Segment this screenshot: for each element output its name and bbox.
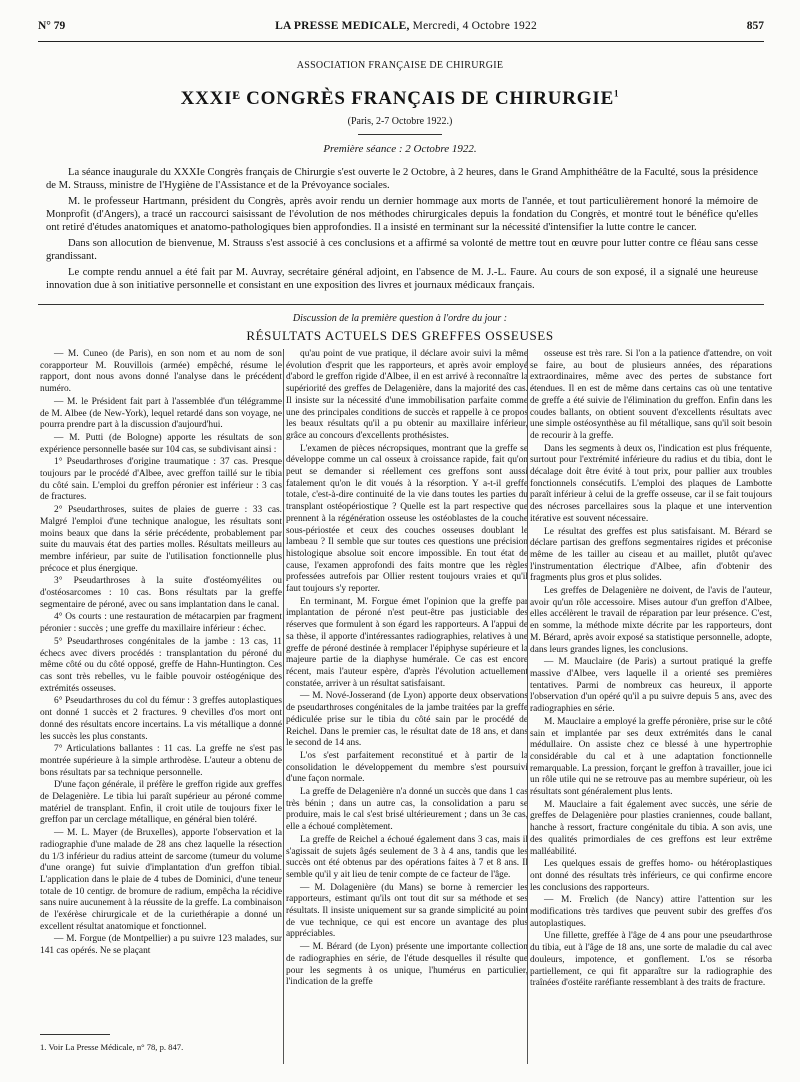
congress-title-text: XXXIᴱ CONGRÈS FRANÇAIS DE CHIRURGIE xyxy=(180,88,615,109)
title-rule xyxy=(358,134,442,135)
column-divider xyxy=(527,349,528,1064)
column-paragraph: M. Mauclaire a fait également avec succès, une série de greffes de Delagenière pour plasties craniennes, coude ballant, hanche à ressort, fracture congénitale du tibia. A son avis, une des qualités primordiales de ces greffons est leur extrême malléabilité. xyxy=(530,799,772,857)
association-name: ASSOCIATION FRANÇAISE DE CHIRURGIE xyxy=(296,60,504,71)
congress-footnote-mark: 1 xyxy=(614,88,620,99)
column-paragraph: D'une façon générale, il préfère le greffon rigide aux greffes de Delagenière. Le tibia lui paraît supérieur au péroné comme matériel de transplant. Enfin, il croit utile de toujours fixer le greffon par un cerclage métallique, en général bien toléré. xyxy=(40,780,282,826)
column-paragraph: — M. Forgue (de Montpellier) a pu suivre 123 malades, sur 141 cas opérés. Ne se plaçant xyxy=(40,934,282,957)
seance-title: Première séance : 2 Octobre 1922. xyxy=(323,143,477,155)
column-paragraph: — M. Frœlich (de Nancy) attire l'attention sur les modifications très tardives que peuvent subir des greffes d'os autoplastiques. xyxy=(530,895,772,929)
column-paragraph: La greffe de Delagenière n'a donné un succès que dans 1 cas très bénin ; dans un autre cas, la consolidation a paru se produire, mais le cal s'est brisé ultérieurement ; dans un 3e cas, elle a échoué complètement. xyxy=(286,787,528,833)
column-3 xyxy=(530,349,772,1074)
column-paragraph: — M. le Président fait part à l'assemblée d'un télégramme de M. Albee (de New-York), lequel retardé dans son voyage, ne pourra prendre part à la discussion d'aujourd'hui. xyxy=(40,396,282,431)
column-paragraph: En terminant, M. Forgue émet l'opinion que la greffe par implantation de péroné n'est peut-être pas justiciable des réserves que formulent à son égard les rapporteurs. A l'appui de sa thèse, il apporte d'intéressantes radiographies, relatives à une greffe de péroné destinée à remplacer l'épiphyse supérieure et la majeure partie de la diaphyse humérale. Ce cas est encore récent, mais l'auteur espère, d'après l'évolution actuellement constatée, arriver à un résultat satisfaisant. xyxy=(286,596,528,689)
column-paragraph: 4° Os courts : une restauration de métacarpien par fragment péronier : succès ; une greffe du maxillaire inférieur : échec. xyxy=(40,612,282,635)
column-paragraph: — M. Mauclaire (de Paris) a surtout pratiqué la greffe massive d'Albee, vers laquelle il a orienté ses premières tentatives. Parmi de nombreux cas heureux, il apporte l'observation d'un opéré qu'il a pu suivre depuis 5 ans, avec des radiographies en série. xyxy=(530,657,772,715)
column-divider xyxy=(283,349,284,1064)
journal-title xyxy=(275,20,537,32)
discussion-heading: Discussion de la première question à l'ordre du jour : xyxy=(292,313,508,324)
column-paragraph: Les greffes de Delagenière ne doivent, de l'avis de l'auteur, avoir qu'un rôle accessoire. Mises autour d'un greffon d'Albee, elles accélèrent le travail de réparation par leur présence. C'est, en somme, la méthode mixte décrite par les rapporteurs, dont M. Bérard, après avoir exposé sa statistique personnelle, adopte, dans leurs grandes lignes, les conclusions. xyxy=(530,586,772,655)
column-paragraph: Une fillette, greffée à l'âge de 4 ans pour une pseudarthrose du tibia, eut à l'âge de 18 ans, une sorte de maladie du cal avec douleurs, impotence, et gonflement. L'os se résorba partiellement, ce qui fit apparaître sur la radiographie des traînées d'ostéite raréfiante ressemblant à des traits de fracture. xyxy=(530,931,772,989)
intro-paragraph: M. le professeur Hartmann, président du Congrès, après avoir rendu un dernier hommage aux morts de l'année, et tout particulièrement honoré la mémoire de Monprofit (d'Angers), a tracé un raccourci saisissant de l'évolution de nos méthodes chirurgicales depuis la fondation du Congrès, et montré tout le bénéfice qu'elles ont retiré d'études anatomiques et anatomo-pathologiques bien approfondies. Il a insisté en terminant sur la nécessité d'intensifier la lutte contre le cancer. xyxy=(46,196,758,233)
column-paragraph: 6° Pseudarthroses du col du fémur : 3 greffes autoplastiques ont donné 1 succès et 2 fractures. 9 chevilles d'os mort ont donné des résultats encore incertains. La vis métallique a donné les succès les plus constants. xyxy=(40,696,282,742)
column-paragraph: La greffe de Reichel a échoué également dans 3 cas, mais il s'agissait de sujets âgés seulement de 3 à 4 ans, tandis que les succès ont été obtenus par des opérations faites à 7 et 8 ans. Il semble qu'il y ait lieu de tenir compte de ce facteur de l'âge. xyxy=(286,834,528,880)
column-paragraph: — M. Nové-Josserand (de Lyon) apporte deux observations de pseudarthroses congénitales de la jambe traitées par la greffe pédiculée prise sur le tibia du côté sain par le procédé de Reichel. Dans le premier cas, le résultat date de 18 ans, et dans le second de 14 ans. xyxy=(286,691,528,749)
column-paragraph: — M. L. Mayer (de Bruxelles), apporte l'observation et la radiographie d'une malade de 28 ans chez laquelle la résection du 1/3 inférieur du radius atteint de sarcome (tumeur du volume d'une orange) fut suivie d'implantation d'un greffon tibial. L'application dans le plaie de 4 tubes de Dominici, d'une teneur totale de 10 centigr. de bromure de radium, empêcha la récidive sans nuire aucunement à la réussite de la greffe. La combinaison de l'exérèse chirurgicale et de la curiethérapie a donné un excellent résultat anatomique et fonctionnel. xyxy=(40,828,282,932)
journal-name: LA PRESSE MEDICALE, xyxy=(275,20,410,32)
section-title: RÉSULTATS ACTUELS DES GREFFES OSSEUSES xyxy=(246,328,554,343)
issue-date: Mercredi, 4 Octobre 1922 xyxy=(412,20,537,32)
column-paragraph: Le résultat des greffes est plus satisfaisant. M. Bérard se déclare partisan des greffons segmentaires rigides et préconise même de les tailler au ciseau et au maillet, plutôt qu'avec l'instrumentation électrique d'Albee, afin d'obtenir des fragments plus gros et plus solides. xyxy=(530,526,772,584)
section-rule xyxy=(38,304,764,305)
column-2 xyxy=(286,349,528,1074)
intro-paragraph: La séance inaugurale du XXXIe Congrès français de Chirurgie s'est ouverte le 2 Octobre, à 2 heures, dans le Grand Amphithéâtre de la Faculté, sous la présidence de M. Strauss, ministre de l'Hygiène de l'Assistance et de la Prévoyance sociales. xyxy=(46,167,758,191)
column-paragraph: 1° Pseudarthroses d'origine traumatique : 37 cas. Presque toujours par le procédé d'Albee, avec greffon taillé sur le tibia du côté sain. L'emploi du greffon péronier est inférieur : 3 cas de fractures. xyxy=(40,457,282,503)
running-header xyxy=(38,20,764,38)
column-paragraph: osseuse est très rare. Si l'on a la patience d'attendre, on voit se faire, au bout de plusieurs années, des réparations extraordinaires, même avec des pertes de substance fort étendues. Il en est de même dans certains cas où une tentative de greffe a été suivie de l'élimination du greffon. Enfin dans les coudes ballants, on obtient souvent d'excellents résultats avec une simple ostéosynthèse au fil métallique, sans qu'il soit besoin de recourir à la greffe. xyxy=(530,349,772,441)
column-paragraph: — M. Putti (de Bologne) apporte les résultats de son expérience personnelle basée sur 104 cas, se subdivisant ainsi : xyxy=(40,432,282,455)
column-1 xyxy=(40,349,282,1029)
column-paragraph: Les quelques essais de greffes homo- ou hétéroplastiques ont donné des résultats très inférieurs, ce qui confirme encore les conclusions des rapporteurs. xyxy=(530,859,772,893)
column-paragraph: 5° Pseudarthroses congénitales de la jambe : 13 cas, 11 échecs avec divers procédés : transplantation du péroné du même côté ou du côté opposé, greffe de Hahn-Huntington. Ces cas sont très rebelles, vu le faible pouvoir ostéogénique des extrémités osseuses. xyxy=(40,636,282,694)
column-paragraph: L'examen de pièces nécropsiques, montrant que la greffe se développe comme un cal osseux à croissance rapide, fait qu'on peut se demander si réellement ces greffons sont aussi fatalement qu'on le dit voués à la résorption. Y a-t-il greffe totale, c'est-à-dire continuité de la vie dans toutes les parties du transplant ostéopériostique ? Quelle est la part respective que prennent à la régénération osseuse les ostéoblastes de la couche sous-périostée et ceux des couches osseuses doublant le lambeau ? Il semble que sur toutes ces questions une précision histologique absolue soit encore impossible. En tout état de cause, l'examen approfondi des faits montre que les règles professées autrefois par Ollier restent toujours vraies et qu'il faut toujours s'y reporter. xyxy=(286,443,528,595)
column-paragraph: qu'au point de vue pratique, il déclare avoir suivi la même évolution d'esprit que les rapporteurs, et après avoir employé d'abord le greffon rigide d'Albee, il en est arrivé à reconnaître la supériorité des greffes de Delagenière, dans la majorité des cas. Il insiste sur la nécessité d'une immobilisation parfaite comme une des principales conditions de succès et rappelle à ce propos les beaux résultats qu'il a pu obtenir au maxillaire inférieur, grâce au concours d'excellents prothésistes. xyxy=(286,349,528,441)
column-paragraph: 2° Pseudarthroses, suites de plaies de guerre : 33 cas. Malgré l'emploi d'une technique analogue, les résultats sont moins beaux que dans la série précédente, probablement par suite du mauvais état des parties molles. Résultats meilleurs au membre inférieur, par suite de l'utilisation fonctionnelle plus précoce et plus énergique. xyxy=(40,505,282,574)
column-paragraph: 7° Articulations ballantes : 11 cas. La greffe ne s'est pas montrée supérieure à la simple arthrodèse. L'auteur a obtenu de bons résultats par sa technique personnelle. xyxy=(40,744,282,778)
column-paragraph: Dans les segments à deux os, l'indication est plus fréquente, surtout pour l'extrémité inférieure du radius et du tibia, dont le décalage doit être évité à tout prix, pour pallier aux troubles fonctionnels consécutifs. L'emploi des plaques de Lambotte paraît inférieur à celui de la greffe osseuse, car il se fait toujours des nécroses parcellaires sous la plaque et une intervention itérative est souvent nécessaire. xyxy=(530,443,772,524)
issue-number: N° 79 xyxy=(38,20,66,32)
column-paragraph: — M. Dolagenière (du Mans) se borne à remercier les rapporteurs, estimant qu'ils ont tout dit sur sa méthode et ses résultats. Il insiste uniquement sur sa grande simplicité au point de vue technique, ce qui est encore un avantage des plus appréciables. xyxy=(286,882,528,940)
column-paragraph: 3° Pseudarthroses à la suite d'ostéomyélites ou d'ostéosarcomes : 10 cas. Bons résultats par la greffe segmentaire de péroné, avec ou sans implantation dans le canal. xyxy=(40,576,282,610)
intro-text xyxy=(46,166,758,295)
footnote-rule xyxy=(40,1034,110,1035)
page-number: 857 xyxy=(746,20,764,32)
column-paragraph: — M. Cuneo (de Paris), en son nom et au nom de son corapporteur M. Rouvillois (armée) empêché, résume le rapport, dont nous avons donné l'analyse dans le précédent numéro. xyxy=(40,349,282,395)
intro-paragraph: Le compte rendu annuel a été fait par M. Auvray, secrétaire général adjoint, en l'absence de M. J.-L. Faure. Au cours de son exposé, il a signalé une heureuse innovation due à son initiative personnelle et consistant en une exposition des livres et journaux médicaux français. xyxy=(46,267,758,291)
intro-paragraph: Dans son allocution de bienvenue, M. Strauss s'est associé à ces conclusions et a affirmé sa volonté de mettre tout en œuvre pour lutter contre ce fléau sans cesse grandissant. xyxy=(46,238,758,262)
footnote: 1. Voir La Presse Médicale, n° 78, p. 847. xyxy=(40,1042,184,1052)
column-paragraph: L'os s'est parfaitement reconstitué et à partir de la consolidation le développement du membre s'est poursuivi d'une façon normale. xyxy=(286,750,528,785)
header-rule xyxy=(38,41,764,42)
column-paragraph: M. Mauclaire a employé la greffe péronière, prise sur le côté sain et implantée par ses deux extrémités dans le canal médullaire. On assiste chez ce blessé à une hypertrophie considérable du cal et à une adaptation fonctionnelle remarquable. La pression, forçant le greffon à travailler, joue ici un rôle utile qui ne se retrouve pas au membre supérieur, où les résultats sont généralement plus lents. xyxy=(530,716,772,798)
column-paragraph: — M. Bérard (de Lyon) présente une importante collection de radiographies en série, de l'étude desquelles il résulte que pour les segments à os unique, l'humérus en particulier, l'indication de la greffe xyxy=(286,942,528,988)
congress-title xyxy=(0,88,800,110)
congress-place-date: (Paris, 2-7 Octobre 1922.) xyxy=(347,116,453,127)
